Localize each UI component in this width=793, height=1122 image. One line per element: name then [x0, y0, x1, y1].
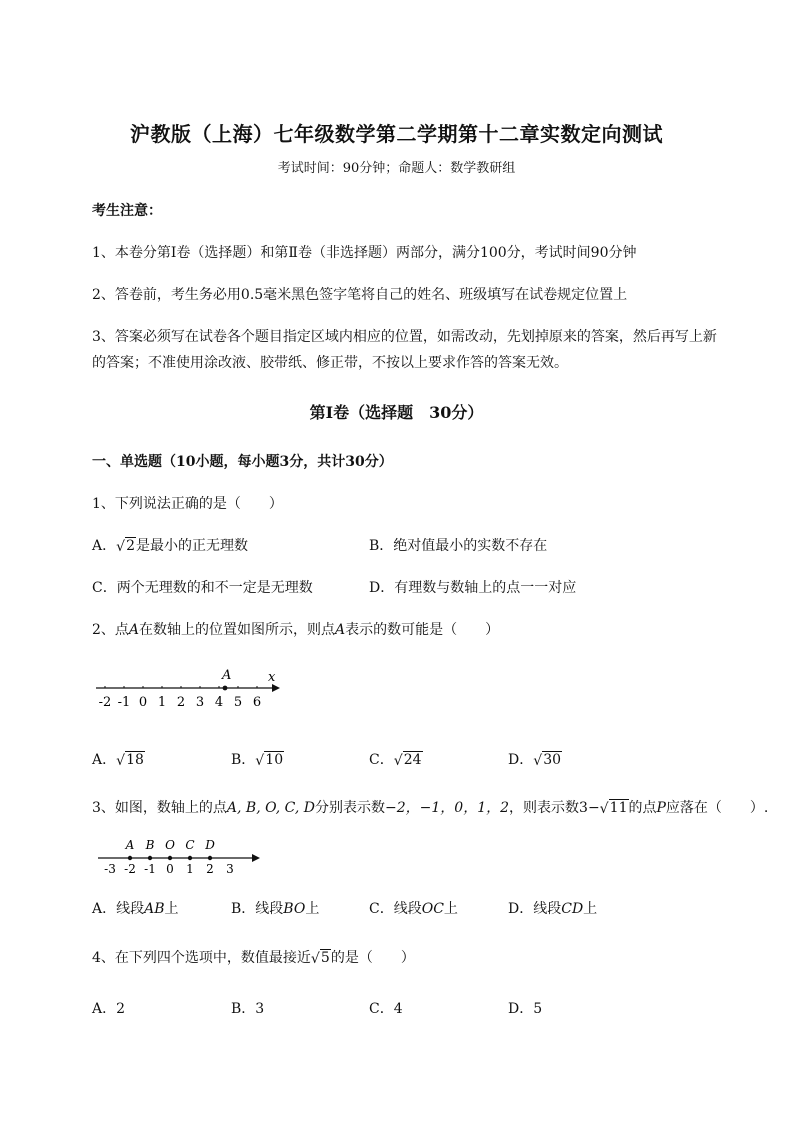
axis-arrow-icon [252, 854, 260, 862]
section-title: 第Ⅰ卷（选择题 30分） [309, 403, 484, 422]
axis-x-label: x [268, 670, 276, 685]
point-label: D [205, 838, 215, 852]
notice-heading: 考生注意： [92, 203, 162, 219]
point-dot [208, 856, 212, 860]
question-3-option-d[interactable]: D．线段CD上 [508, 901, 598, 917]
page-title: 沪教版（上海）七年级数学第二学期第十二章实数定向测试 [130, 122, 663, 146]
sqrt-expression: √ 5 [310, 950, 330, 967]
tick-label: 2 [206, 862, 214, 876]
tick-label: 1 [186, 862, 194, 876]
sqrt-expression: √ 18 [116, 752, 144, 769]
point-label: B [145, 838, 155, 852]
tick-label: 1 [157, 695, 167, 710]
point-label: A [125, 838, 135, 852]
tick-label: -1 [117, 695, 131, 710]
tick-label: 3 [226, 862, 234, 876]
question-1-option-c[interactable]: C．两个无理数的和不一定是无理数 [92, 580, 313, 596]
point-dot [168, 856, 172, 860]
question-1-option-b[interactable]: B．绝对值最小的实数不存在 [369, 538, 548, 554]
question-3-option-c[interactable]: C．线段OC上 [369, 901, 458, 917]
number-line-figure-1 [92, 664, 292, 712]
question-2-option-d[interactable]: D． √ 30 [508, 752, 562, 769]
tick-label: 6 [252, 695, 262, 710]
tick-label: 0 [138, 695, 148, 710]
point-dot [188, 856, 192, 860]
question-4-stem: 4、在下列四个选项中，数值最接近 √ 5的是（ ） [92, 950, 415, 967]
tick-label: -1 [144, 862, 156, 876]
question-2-option-a[interactable]: A． √ 18 [92, 752, 144, 769]
question-2-option-c[interactable]: C． √ 24 [369, 752, 422, 769]
question-3-option-b[interactable]: B．线段BO上 [231, 901, 320, 917]
point-dot [148, 856, 152, 860]
tick-label: -2 [124, 862, 136, 876]
part-heading: 一、单选题（10小题，每小题3分，共计30分） [92, 454, 393, 470]
point-a-dot [223, 686, 228, 691]
question-3-option-a[interactable]: A．线段AB上 [92, 901, 179, 917]
question-4-option-a[interactable]: A．2 [92, 1001, 126, 1017]
notice-item-2: 2、答卷前，考生务必用0.5毫米黑色签字笔将自己的姓名、班级填写在试卷规定位置上 [92, 287, 628, 303]
option-label: A． [92, 538, 117, 554]
tick-label: 0 [166, 862, 174, 876]
number-line-figure-2 [92, 835, 272, 879]
axis-arrow-icon [272, 684, 280, 692]
question-2-option-b[interactable]: B． √ 10 [231, 752, 284, 769]
question-1-option-a[interactable] [92, 535, 248, 555]
tick-label: 2 [176, 695, 186, 710]
sqrt-expression: √ 2 [116, 538, 136, 555]
option-text: 是最小的正无理数 [136, 538, 249, 554]
question-2-stem: 2、点A在数轴上的位置如图所示，则点A表示的数可能是（ ） [92, 622, 500, 638]
tick-label: 5 [233, 695, 243, 710]
tick-label: -3 [104, 862, 116, 876]
notice-item-3-line-2: 的答案；不准使用涂改液、胶带纸、修正带，不按以上要求作答的答案无效。 [92, 355, 568, 371]
tick-label: 3 [195, 695, 205, 710]
sqrt-expression: √ 11 [599, 800, 628, 817]
question-3-stem: 3、如图，数轴上的点A, B, O, C, D分别表示数−2，−1，0，1，2，则表示数3− √ 11的点P应落在（ ）. [92, 800, 769, 817]
point-label: C [185, 838, 195, 852]
exam-info: 考试时间：90分钟；命题人：数学教研组 [277, 161, 516, 176]
question-4-option-c[interactable]: C．4 [369, 1001, 403, 1017]
sqrt-expression: √ 24 [393, 752, 422, 769]
sqrt-expression: √ 10 [255, 752, 284, 769]
tick-label: 4 [214, 695, 224, 710]
question-1-option-d[interactable]: D．有理数与数轴上的点一一对应 [369, 580, 577, 596]
point-a-label: A [222, 668, 232, 683]
question-4-option-d[interactable]: D．5 [508, 1001, 543, 1017]
point-label: O [165, 838, 175, 852]
notice-item-1: 1、本卷分第Ⅰ卷（选择题）和第Ⅱ卷（非选择题）两部分，满分100分，考试时间90分钟 [92, 245, 637, 261]
tick-label: -2 [98, 695, 112, 710]
notice-item-3-line-1: 3、答案必须写在试卷各个题目指定区域内相应的位置，如需改动，先划掉原来的答案，然后再写上新 [92, 329, 717, 345]
sqrt-expression: √ 30 [533, 752, 562, 769]
point-dot [128, 856, 132, 860]
question-4-option-b[interactable]: B．3 [231, 1001, 265, 1017]
question-1-stem: 1、下列说法正确的是（ ） [92, 496, 283, 512]
